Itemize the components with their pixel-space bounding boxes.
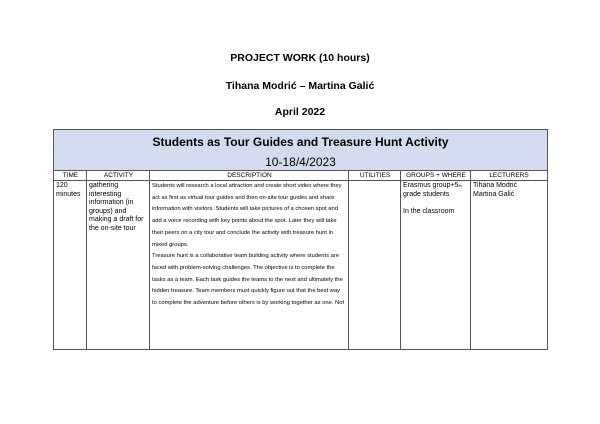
groups-superscript: th	[458, 183, 462, 188]
cell-lecturers	[471, 181, 547, 349]
activity-table	[53, 129, 548, 350]
groups-where: In the classroom	[403, 208, 455, 215]
cell-description	[150, 181, 348, 349]
cell-groups	[401, 181, 470, 349]
activity-banner	[54, 130, 547, 171]
col-header-lecturers: LECTURERS	[471, 171, 547, 181]
cell-time: 120 minutes	[56, 182, 81, 198]
activity-title: Students as Tour Guides and Treasure Hunt Activity	[152, 135, 449, 149]
lecturer-2: Martina Galić	[473, 190, 515, 198]
col-header-time: TIME	[54, 171, 87, 181]
date-line: April 2022	[274, 106, 326, 118]
project-work-title: PROJECT WORK (10 hours)	[230, 52, 370, 64]
description-paragraph-1: Students will research a local attraction and create short video where they act as first as virtual tour guides and then on-site tour guides and share information with visitors. Students will take pictures of a chosen spot and add a voice recording with key points about the spot. Later they will take their peers on a city tour and conclude the activity with treasure hunt in mixed groups.	[152, 183, 342, 248]
lecturer-1: Tihana Modrić	[473, 182, 518, 189]
authors-line: Tihana Modrić – Martina Galić	[225, 80, 375, 92]
cell-activity: gathering interesting information (in groups) and making a draft for the on-site tour	[89, 182, 144, 232]
col-header-activity: ACTIVITY	[87, 171, 150, 181]
col-header-description: DESCRIPTION	[150, 171, 349, 181]
groups-line-2: grade students	[403, 190, 450, 198]
col-header-groups: GROUPS + WHERE	[401, 171, 471, 181]
groups-line-1: Erasmus group+5	[403, 182, 459, 189]
activity-dates: 10-18/4/2023	[265, 155, 336, 169]
col-header-utilities: UTILITIES	[349, 171, 401, 181]
description-paragraph-2: Treasure hunt is a collaborative team building activity where students are faced with problem-solving challenges. The objective is to complete the tasks as a team. Each task guides the teams to the next and ultimately the hidden treasure. Team members must quickly figure out that the best way to complete the adventure before others is by working together as one. Not	[152, 253, 345, 307]
cell-utilities	[349, 181, 400, 349]
